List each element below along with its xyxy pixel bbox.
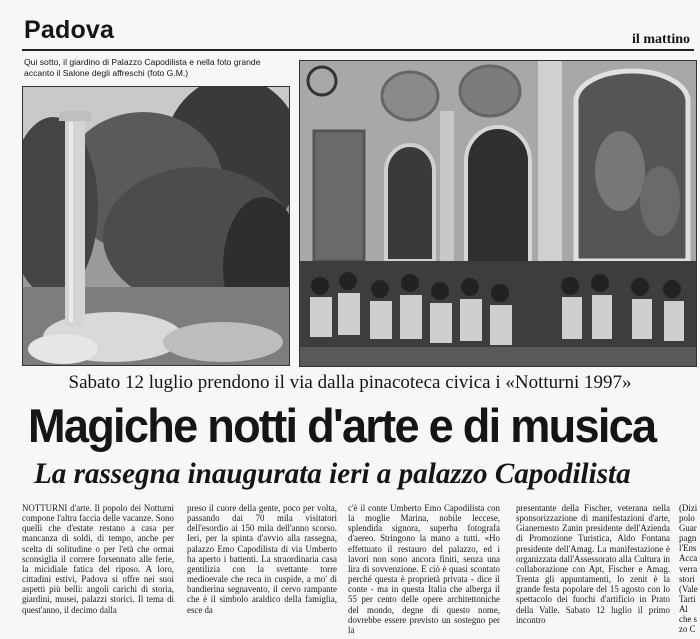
edge-fragment: verra <box>679 563 698 574</box>
article-column-4 <box>516 503 670 639</box>
edge-fragment: che s <box>679 614 697 625</box>
column-text: presentante della Fischer, veterana nella sponsorizzazione di manifestazioni d'arte, Gianernesto Zanin presidente dell'Azienda di Promozione Turistica, Aldo Fontana presidente dell'Amag. La manifestazione è organizzata dall'Assessorato alla Cultura in collaborazione con Apt, Fischer e Amag. Trenta gli appuntamenti, lo zenit è la grande festa popolare del 15 agosto con lo spettacolo dei fuochi d'artificio in Prato della Valle. Sabato 12 luglio il primo incontro <box>516 503 670 625</box>
edge-fragment: polo <box>679 513 695 524</box>
edge-fragment: zo C <box>679 624 696 635</box>
edge-fragment: (Vale <box>679 583 698 594</box>
header-rule <box>22 49 694 51</box>
subheadline: La rassegna inaugurata ieri a palazzo Capodilista <box>34 457 631 490</box>
section-title: Padova <box>24 16 115 44</box>
edge-fragment: l'Ens <box>679 543 697 554</box>
clipped-column-edge <box>679 503 700 639</box>
article-column-3 <box>348 503 500 639</box>
edge-fragment: (Dizi <box>679 503 698 513</box>
hall-photo-image <box>300 61 696 366</box>
newspaper-name: il mattino <box>632 32 690 47</box>
hall-photo <box>299 60 697 367</box>
column-text: NOTTURNI d'arte. Il popolo dei Notturni compone l'altra faccia delle vacanze. Sono quelli che d'estate restano a casa per mancanza di soldi, di tempo, anche per scelta di solitudine o per l'età che ormai sconsiglia il correre forsennato alle ferie, la micidiale fatica del riposo. A loro, cittadini estivi, Padova si offre nei suoi aspetti più belli: angoli carichi di storia, giardini, musei, palazzi storici. Il tema di quest'anno, il decimo dalla <box>22 503 174 615</box>
garden-photo-image <box>23 87 289 365</box>
column-text: preso il cuore della gente, poco per volta, passando dai 70 mila visitatori dell'esordio ai 150 mila dell'anno scorso. Ieri, per la spinta d'avvio alla rassegna, palazzo Emo Capodilista di via Umberto ha aperto i battenti. La straordinaria casa gentilizia con la svettante torre medioevale che reca in cuspide, a mo' di bandierina segnavento, il cervo rampante che è il simbolo araldico della famiglia, esce da <box>187 503 337 615</box>
headline: Magiche notti d'arte e di musica <box>28 399 656 452</box>
edge-fragment: Tarti <box>679 593 696 604</box>
kicker-line: Sabato 12 luglio prendono il via dalla pinacoteca civica i «Notturni 1997» <box>68 372 632 393</box>
garden-photo <box>22 86 290 366</box>
edge-fragment: pagn <box>679 533 697 544</box>
article-column-1 <box>22 503 174 639</box>
edge-fragment: stori <box>679 573 695 584</box>
edge-fragment: Acca <box>679 553 698 564</box>
photo-caption: Qui sotto, il giardino di Palazzo Capodilista e nella foto grande accanto il Salone degli affreschi (foto G.M.) <box>24 57 261 78</box>
article-column-2 <box>187 503 337 639</box>
column-text: c'è il conte Umberto Emo Capodilista con la moglie Marina, nobile leccese, splendida signora, superba fotografa d'aereo. Stringono la mano a tutti. «Ho effettuato il restauro del palazzo, ed i lavori non sono ancora finiti, senza una lira di sovvenzione. E ciò è quasi scontato perché questa è proprietà privata - dice il conte - ma in questa Italia che alberga il 55 per cento delle opere architettoniche del mondo, degne di questo nome, dovrebbe essere previsto un sostegno per la <box>348 503 500 635</box>
edge-fragment: Guar <box>679 523 697 534</box>
edge-fragment: Al <box>679 603 688 614</box>
